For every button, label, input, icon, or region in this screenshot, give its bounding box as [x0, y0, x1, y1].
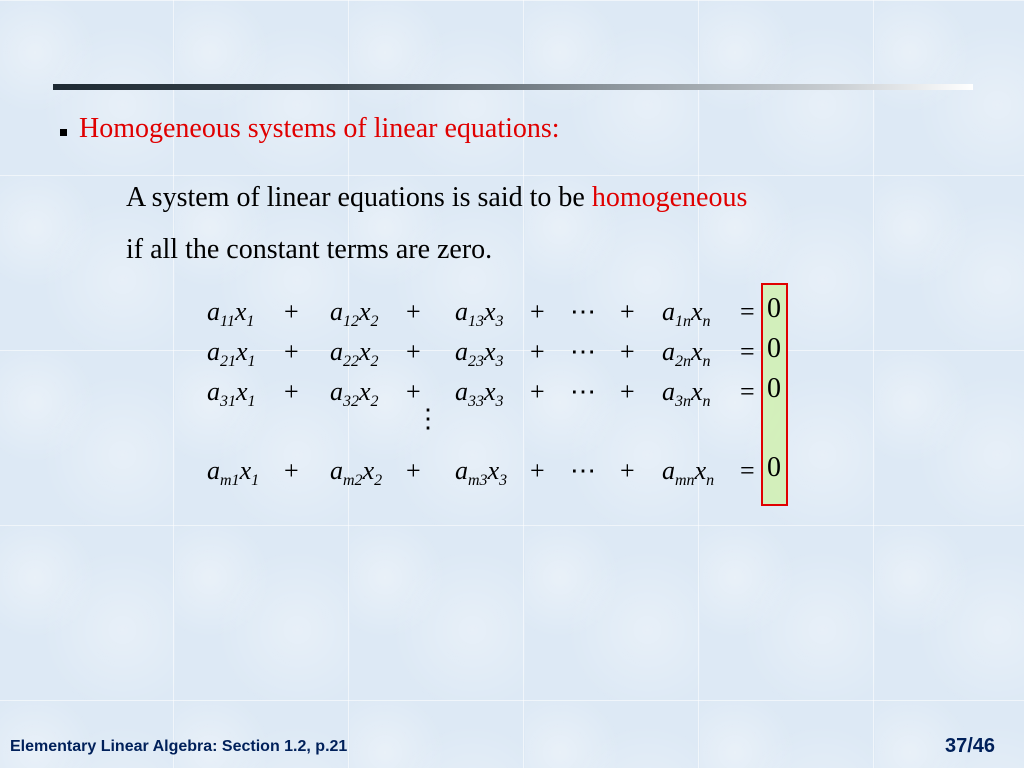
variable-subscript: 1 — [247, 353, 256, 370]
coefficient-symbol: a — [455, 337, 468, 366]
plus-sign: + — [284, 456, 299, 485]
equation-term — [330, 297, 379, 331]
equation-term — [207, 377, 256, 411]
equation-term — [662, 297, 711, 331]
variable-symbol: x — [236, 337, 248, 366]
equation-term — [662, 456, 714, 490]
coefficient-symbol: a — [207, 337, 220, 366]
coefficient-symbol: a — [330, 456, 343, 485]
variable-subscript: n — [702, 353, 711, 370]
variable-subscript: n — [702, 313, 711, 330]
equals-sign: = — [740, 337, 755, 366]
equation-term — [330, 377, 379, 411]
coefficient-subscript: 11 — [220, 313, 235, 330]
plus-sign: + — [284, 337, 299, 366]
variable-subscript: 3 — [499, 472, 508, 489]
equation-row — [0, 373, 800, 410]
variable-subscript: n — [702, 393, 711, 410]
variable-subscript: 2 — [370, 313, 379, 330]
variable-subscript: 3 — [495, 313, 504, 330]
equation-term — [455, 377, 504, 411]
definition-line-1-text: A system of linear equations is said to be — [126, 182, 592, 213]
constant-zero: 0 — [767, 373, 781, 404]
equation-term — [455, 297, 504, 331]
plus-sign: + — [530, 297, 545, 326]
page-number: 37/46 — [945, 735, 996, 757]
plus-sign: + — [530, 337, 545, 366]
equation-term — [207, 456, 259, 490]
section-heading: Homogeneous systems of linear equations: — [79, 113, 560, 144]
plus-sign: + — [406, 297, 421, 326]
variable-symbol: x — [359, 377, 371, 406]
coefficient-subscript: m1 — [220, 472, 240, 489]
equation-term — [207, 337, 256, 371]
coefficient-subscript: 1n — [675, 313, 691, 330]
plus-sign: + — [530, 456, 545, 485]
variable-symbol: x — [359, 297, 371, 326]
coefficient-symbol: a — [662, 337, 675, 366]
coefficient-symbol: a — [662, 297, 675, 326]
variable-subscript: 3 — [495, 393, 504, 410]
constant-zero: 0 — [767, 333, 781, 364]
plus-sign: + — [406, 456, 421, 485]
coefficient-symbol: a — [207, 377, 220, 406]
plus-sign: + — [284, 377, 299, 406]
equation-term — [455, 337, 504, 371]
coefficient-subscript: m3 — [468, 472, 488, 489]
variable-subscript: 2 — [370, 353, 379, 370]
footer-title: Elementary Linear Algebra: Section 1.2, p.21 — [10, 738, 348, 755]
coefficient-subscript: 12 — [343, 313, 359, 330]
definition-text — [126, 172, 747, 276]
variable-subscript: 3 — [495, 353, 504, 370]
coefficient-symbol: a — [455, 297, 468, 326]
coefficient-subscript: 32 — [343, 393, 359, 410]
variable-symbol: x — [484, 297, 496, 326]
equals-sign: = — [740, 456, 755, 485]
equals-sign: = — [740, 377, 755, 406]
coefficient-symbol: a — [330, 337, 343, 366]
plus-sign: + — [620, 456, 635, 485]
variable-subscript: 2 — [370, 393, 379, 410]
bullet-heading — [60, 113, 560, 145]
horizontal-ellipsis: ⋯ — [570, 377, 596, 406]
variable-subscript: 2 — [374, 472, 383, 489]
variable-subscript: n — [706, 472, 715, 489]
variable-symbol: x — [691, 297, 703, 326]
homogeneous-term: homogeneous — [591, 182, 748, 213]
plus-sign: + — [406, 377, 421, 406]
horizontal-ellipsis: ⋯ — [570, 297, 596, 326]
coefficient-subscript: 33 — [468, 393, 484, 410]
coefficient-subscript: m2 — [343, 472, 363, 489]
variable-symbol: x — [487, 456, 500, 485]
equation-row — [0, 293, 800, 330]
coefficient-subscript: mn — [675, 472, 695, 489]
equation-term — [330, 456, 382, 490]
variable-symbol: x — [484, 337, 496, 366]
equation-term — [330, 337, 379, 371]
coefficient-symbol: a — [207, 456, 220, 485]
coefficient-symbol: a — [662, 456, 675, 485]
variable-symbol: x — [234, 297, 247, 326]
coefficient-symbol: a — [455, 377, 468, 406]
variable-symbol: x — [484, 377, 496, 406]
variable-symbol: x — [694, 456, 707, 485]
coefficient-symbol: a — [330, 297, 343, 326]
variable-symbol: x — [362, 456, 375, 485]
variable-subscript: 1 — [247, 393, 256, 410]
variable-symbol: x — [691, 337, 703, 366]
coefficient-subscript: 13 — [468, 313, 484, 330]
equals-sign: = — [740, 297, 755, 326]
equation-term — [207, 297, 254, 331]
equation-row — [0, 452, 800, 489]
constant-zero: 0 — [767, 293, 781, 324]
coefficient-subscript: 3n — [675, 393, 691, 410]
plus-sign: + — [530, 377, 545, 406]
variable-symbol: x — [236, 377, 248, 406]
equation-row — [0, 333, 800, 370]
title-divider-rule — [53, 84, 973, 90]
vertical-ellipsis: ⋮ — [415, 404, 441, 433]
bullet-square-icon — [60, 129, 67, 136]
variable-symbol: x — [691, 377, 703, 406]
horizontal-ellipsis: ⋯ — [570, 456, 596, 485]
equation-term — [455, 456, 507, 490]
plus-sign: + — [406, 337, 421, 366]
horizontal-ellipsis: ⋯ — [570, 337, 596, 366]
coefficient-subscript: 21 — [220, 353, 236, 370]
equation-term — [662, 377, 711, 411]
equation-term — [662, 337, 711, 371]
variable-subscript: 1 — [251, 472, 260, 489]
coefficient-subscript: 22 — [343, 353, 359, 370]
coefficient-symbol: a — [662, 377, 675, 406]
coefficient-subscript: 31 — [220, 393, 236, 410]
coefficient-subscript: 2n — [675, 353, 691, 370]
coefficient-symbol: a — [207, 297, 220, 326]
definition-line-1 — [126, 172, 747, 224]
definition-line-2: if all the constant terms are zero. — [126, 234, 493, 265]
variable-subscript: 1 — [246, 313, 255, 330]
plus-sign: + — [284, 297, 299, 326]
plus-sign: + — [620, 297, 635, 326]
variable-symbol: x — [359, 337, 371, 366]
plus-sign: + — [620, 337, 635, 366]
coefficient-symbol: a — [330, 377, 343, 406]
coefficient-subscript: 23 — [468, 353, 484, 370]
plus-sign: + — [620, 377, 635, 406]
coefficient-symbol: a — [455, 456, 468, 485]
constant-zero: 0 — [767, 452, 781, 483]
variable-symbol: x — [239, 456, 252, 485]
